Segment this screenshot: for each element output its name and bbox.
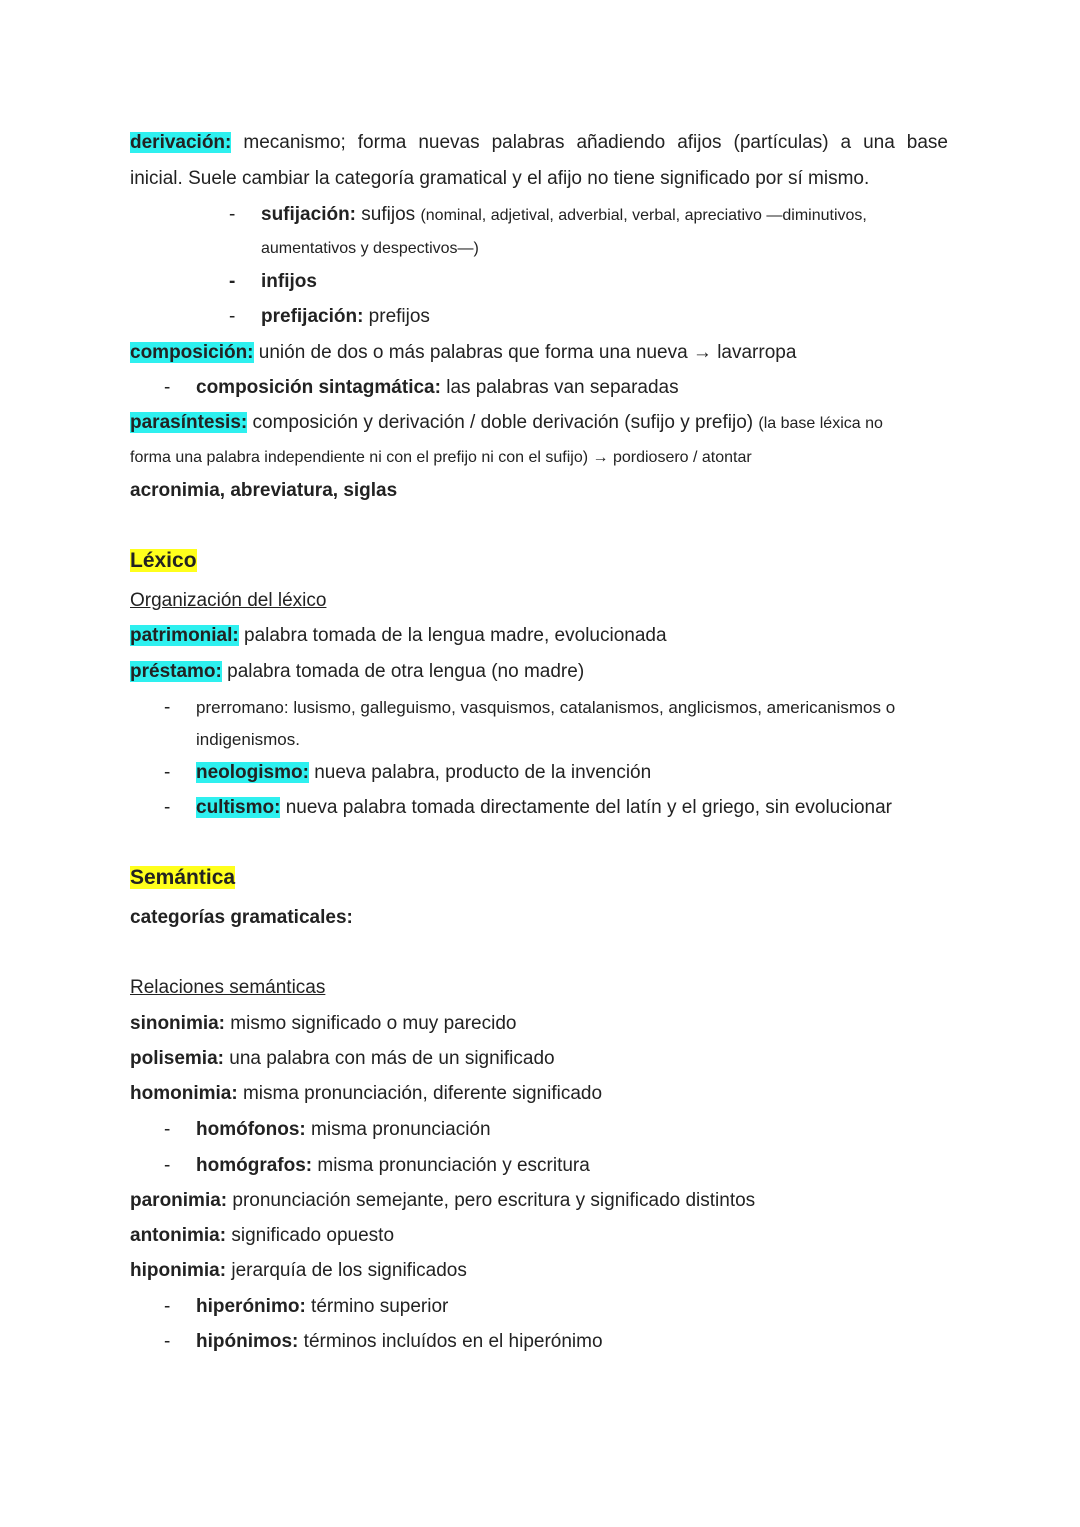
categorias-gramaticales: categorías gramaticales:	[130, 907, 353, 928]
composicion-sintagmatica-def: las palabras van separadas	[440, 377, 679, 398]
patrimonial-line	[130, 624, 667, 648]
relacion-subitem	[196, 1295, 448, 1319]
parasintesis-note: (la base léxica no	[758, 415, 883, 432]
bullet-dash: -	[164, 797, 171, 818]
derivacion-def: mecanismo; forma nuevas palabras añadiendo afijos (partículas) a una base	[231, 132, 948, 153]
composicion-sintagmatica-term: composición sintagmática:	[196, 377, 441, 398]
relaciones-semanticas-subheading: Relaciones semánticas	[130, 977, 326, 998]
sufijacion-detail: (nominal, adjetival, adverbial, verbal, apreciativo —diminutivos,	[420, 207, 867, 224]
relacion-def: misma pronunciación, diferente significado	[237, 1083, 603, 1104]
prestamo-term: préstamo:	[130, 661, 222, 682]
parasintesis-note-2: forma una palabra independiente ni con el prefijo ni con el sufijo) → pordiosero / atontar	[130, 449, 752, 466]
relacion-def: pronunciación semejante, pero escritura y significado distintos	[227, 1190, 756, 1211]
relacion-term: hipónimos:	[196, 1331, 299, 1352]
bullet-dash: -	[164, 377, 171, 398]
lexico-subheading: Organización del léxico	[130, 590, 327, 611]
composicion-def: unión de dos o más palabras que forma una nueva → lavarropa	[253, 342, 797, 363]
bullet-dash: -	[164, 1155, 171, 1176]
relacion-item	[130, 1047, 555, 1071]
bullet-dash: -	[164, 1119, 171, 1140]
relacion-term: hiperónimo:	[196, 1296, 306, 1317]
relacion-term: antonimia:	[130, 1225, 227, 1246]
neologismo-term: neologismo:	[196, 762, 309, 783]
lexico-heading-line	[130, 549, 197, 574]
prestamo-line	[130, 660, 584, 684]
neologismo-line	[196, 761, 651, 785]
relacion-def: mismo significado o muy parecido	[225, 1013, 517, 1034]
relacion-item	[130, 1224, 394, 1248]
parasintesis-def: composición y derivación / doble derivación (sufijo y prefijo)	[247, 412, 759, 433]
parasintesis-term: parasíntesis:	[130, 412, 248, 433]
patrimonial-def: palabra tomada de la lengua madre, evolucionada	[238, 625, 667, 646]
composicion-sintagmatica-line	[196, 376, 679, 400]
relacion-def: término superior	[305, 1296, 449, 1317]
derivacion-line-1	[130, 131, 948, 155]
relacion-term: hiponimia:	[130, 1260, 227, 1281]
relacion-def: misma pronunciación	[305, 1119, 491, 1140]
prerromano-line-1: prerromano: lusismo, galleguismo, vasquismos, catalanismos, anglicismos, americanismos o	[196, 698, 896, 717]
sufijacion-detail-2: aumentativos y despectivos—)	[261, 240, 479, 257]
composicion-line	[130, 341, 796, 365]
neologismo-def: nueva palabra, producto de la invención	[308, 762, 652, 783]
bullet-dash: -	[164, 1296, 171, 1317]
relacion-item	[130, 1259, 467, 1283]
prefijacion-term: prefijación:	[261, 306, 364, 327]
prerromano-line-2: indigenismos.	[196, 730, 300, 749]
relacion-term: paronimia:	[130, 1190, 228, 1211]
cultismo-def: nueva palabra tomada directamente del latín y el griego, sin evolucionar	[280, 797, 892, 818]
bullet-dash: -	[164, 1331, 171, 1352]
relacion-def: misma pronunciación y escritura	[312, 1155, 590, 1176]
relacion-item	[130, 1189, 755, 1213]
infijos-term: infijos	[261, 271, 317, 292]
relacion-subitem	[196, 1154, 590, 1178]
cultismo-line	[196, 796, 892, 820]
relacion-item	[130, 1012, 516, 1036]
parasintesis-line	[130, 411, 883, 436]
relacion-def: términos incluídos en el hiperónimo	[298, 1331, 603, 1352]
semantica-heading-line	[130, 866, 235, 891]
patrimonial-term: patrimonial:	[130, 625, 239, 646]
relacion-item	[130, 1082, 602, 1106]
relacion-def: jerarquía de los significados	[226, 1260, 467, 1281]
prestamo-def: palabra tomada de otra lengua (no madre)	[221, 661, 585, 682]
bullet-dash: -	[229, 271, 236, 292]
sufijacion-term: sufijación:	[261, 204, 357, 225]
relacion-def: significado opuesto	[226, 1225, 395, 1246]
bullet-dash: -	[164, 762, 171, 783]
relacion-term: sinonimia:	[130, 1013, 226, 1034]
otros-procedimientos: acronimia, abreviatura, siglas	[130, 480, 398, 501]
bullet-dash: -	[229, 306, 236, 327]
composicion-term: composición:	[130, 342, 254, 363]
derivacion-line-2: inicial. Suele cambiar la categoría gramatical y el afijo no tiene significado por sí mismo.	[130, 168, 870, 189]
bullet-dash: -	[164, 697, 171, 718]
relacion-term: polisemia:	[130, 1048, 224, 1069]
prefijacion-def: prefijos	[363, 306, 430, 327]
relacion-subitem	[196, 1118, 491, 1142]
derivacion-term: derivación:	[130, 132, 232, 153]
relacion-def: una palabra con más de un significado	[223, 1048, 555, 1069]
lexico-heading: Léxico	[130, 549, 197, 572]
relacion-term: homógrafos:	[196, 1155, 313, 1176]
relacion-subitem	[196, 1330, 603, 1354]
prefijacion-line	[261, 305, 430, 329]
relacion-term: homonimia:	[130, 1083, 238, 1104]
bullet-dash: -	[229, 204, 236, 225]
sufijacion-line	[261, 203, 867, 228]
semantica-heading: Semántica	[130, 866, 236, 889]
sufijacion-def: sufijos	[356, 204, 421, 225]
relacion-term: homófonos:	[196, 1119, 306, 1140]
cultismo-term: cultismo:	[196, 797, 281, 818]
